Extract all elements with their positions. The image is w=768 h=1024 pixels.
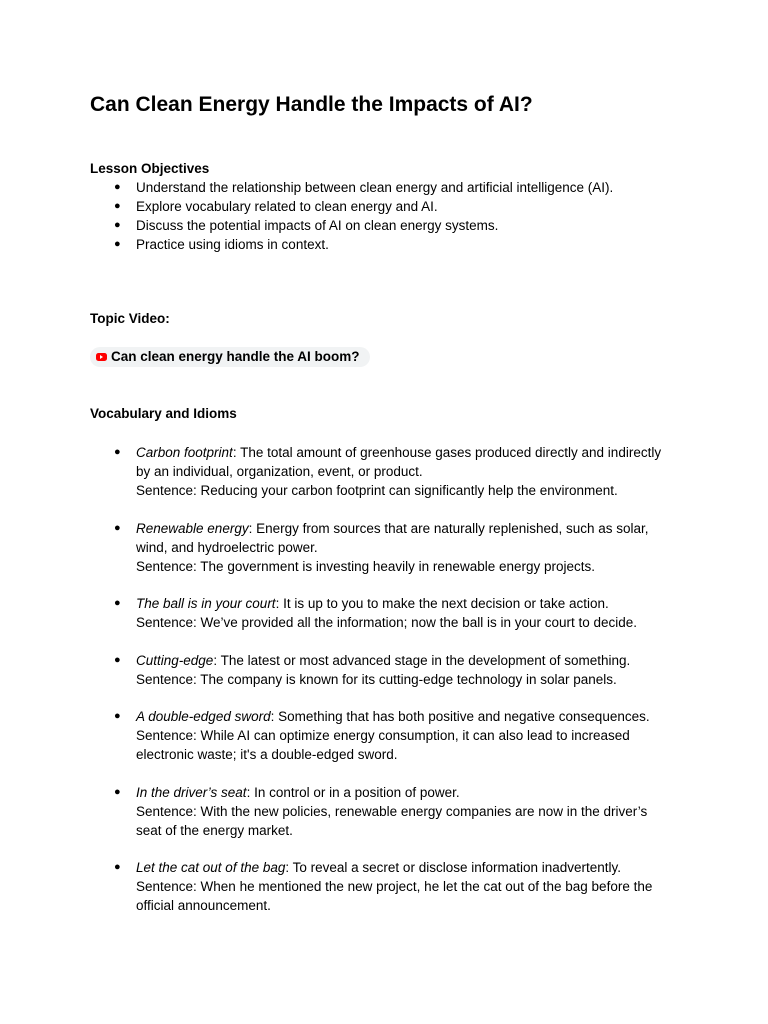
objective-item (90, 235, 613, 254)
bullet-icon: ● (114, 181, 121, 193)
vocab-definition: : To reveal a secret or disclose information inadvertently. (285, 860, 622, 875)
vocab-definition: : It is up to you to make the next decision or take action. (275, 596, 609, 611)
vocab-sentence: Sentence: While AI can optimize energy consumption, it can also lead to increased (136, 728, 630, 743)
vocab-sentence: official announcement. (136, 898, 271, 913)
vocab-item (90, 519, 690, 576)
vocab-item (90, 443, 690, 500)
bullet-icon: ● (114, 238, 121, 250)
bullet-icon: ● (114, 446, 121, 458)
vocab-sentence: electronic waste; it's a double-edged sword. (136, 747, 398, 762)
vocab-definition: wind, and hydroelectric power. (136, 539, 318, 555)
vocab-definition: : The latest or most advanced stage in the development of something. (213, 652, 631, 668)
bullet-icon: ● (114, 219, 121, 231)
video-link-chip[interactable] (90, 347, 370, 367)
objective-item (90, 197, 613, 216)
vocab-definition: : The total amount of greenhouse gases produced directly and indirectly (232, 445, 662, 460)
bullet-icon: ● (114, 200, 121, 212)
vocab-term: The ball is in your court (136, 596, 276, 611)
vocab-term: Carbon footprint (136, 445, 233, 460)
vocab-term: In the driver’s seat (136, 784, 247, 800)
vocab-sentence: seat of the energy market. (136, 822, 293, 838)
bullet-icon: ● (114, 653, 121, 666)
objective-text: Explore vocabulary related to clean energy and AI. (136, 199, 438, 214)
objectives-heading: Lesson Objectives (90, 161, 210, 176)
youtube-play-icon (96, 353, 107, 361)
bullet-icon: ● (114, 710, 121, 722)
vocab-item (90, 594, 690, 632)
vocab-item (90, 707, 690, 764)
vocab-definition: : Energy from sources that are naturally replenished, such as solar, (248, 520, 649, 536)
vocabulary-list (90, 443, 690, 934)
vocab-sentence: Sentence: The company is known for its cutting-edge technology in solar panels. (136, 671, 617, 687)
vocab-sentence: Sentence: We’ve provided all the information; now the ball is in your court to decide. (136, 615, 638, 630)
vocab-term: Cutting-edge (136, 652, 214, 668)
objective-item (90, 178, 613, 197)
objective-text: Practice using idioms in context. (136, 237, 329, 252)
vocab-term: Renewable energy (136, 520, 249, 536)
topic-video-heading: Topic Video: (90, 311, 170, 326)
objective-text: Discuss the potential impacts of AI on clean energy systems. (136, 218, 499, 233)
bullet-icon: ● (114, 521, 121, 534)
bullet-icon: ● (114, 861, 121, 873)
vocabulary-heading: Vocabulary and Idioms (90, 406, 237, 421)
bullet-icon: ● (114, 785, 121, 798)
video-link-label: Can clean energy handle the AI boom? (111, 349, 360, 364)
vocab-definition: : Something that has both positive and negative consequences. (270, 709, 650, 724)
vocab-term: A double-edged sword (136, 709, 271, 724)
vocab-sentence: Sentence: Reducing your carbon footprint can significantly help the environment. (136, 483, 618, 498)
vocab-item (90, 783, 690, 840)
objective-text: Understand the relationship between clean energy and artificial intelligence (AI). (136, 180, 614, 195)
vocab-term: Let the cat out of the bag (136, 860, 286, 875)
objectives-list (90, 178, 613, 254)
page-title: Can Clean Energy Handle the Impacts of AI? (90, 93, 533, 116)
vocab-definition: by an individual, organization, event, or product. (136, 464, 423, 479)
vocab-sentence: Sentence: When he mentioned the new project, he let the cat out of the bag before the (136, 879, 653, 894)
vocab-definition: : In control or in a position of power. (246, 784, 460, 800)
vocab-item (90, 651, 690, 689)
vocab-sentence: Sentence: With the new policies, renewable energy companies are now in the driver’s (136, 803, 648, 819)
objective-item (90, 216, 613, 235)
vocab-sentence: Sentence: The government is investing heavily in renewable energy projects. (136, 558, 596, 574)
vocab-item (90, 858, 690, 915)
bullet-icon: ● (114, 597, 121, 609)
